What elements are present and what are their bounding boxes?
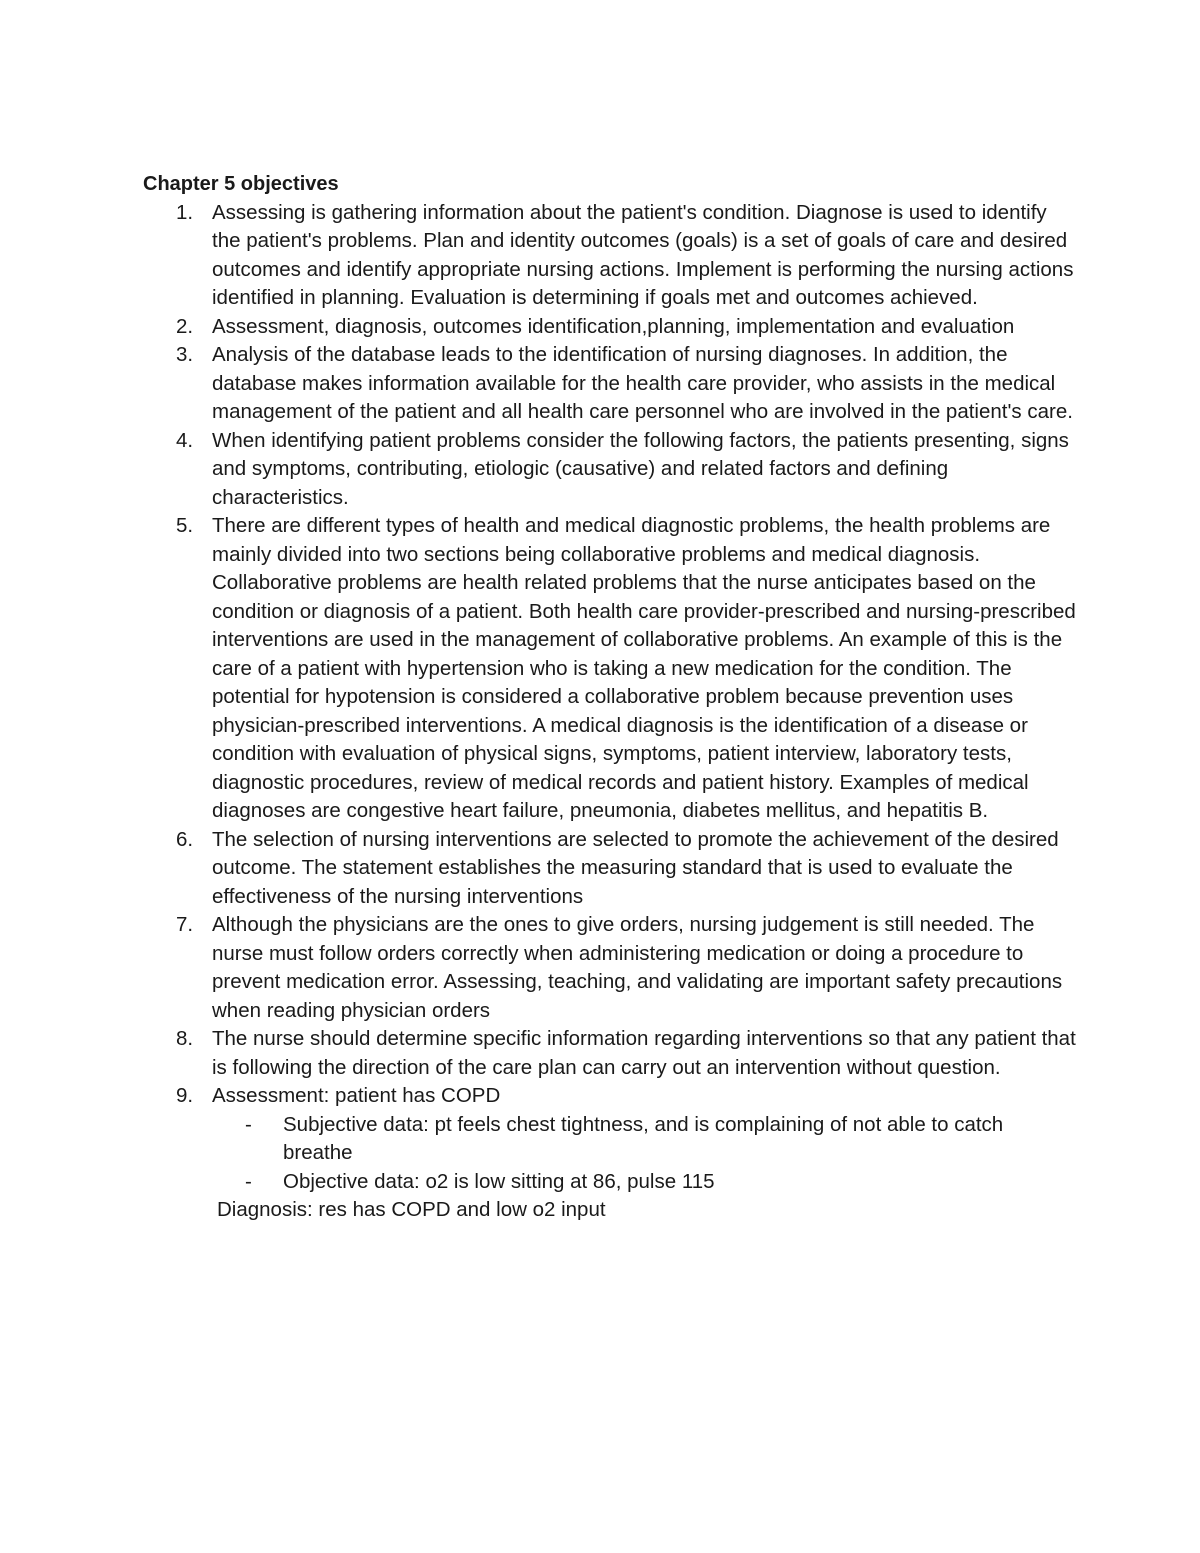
diagnosis-line: Diagnosis: res has COPD and low o2 input <box>217 1198 606 1221</box>
list-item-number: 3. <box>176 343 194 366</box>
objectives-list <box>143 199 1078 1111</box>
page-title: Chapter 5 objectives <box>143 173 339 195</box>
list-item-number: 2. <box>176 314 194 338</box>
sub-list-item-text: Subjective data: pt feels chest tightness, and is complaining of not able to catch breathe <box>283 1112 1004 1164</box>
list-item <box>143 1025 1078 1082</box>
list-item-text: Assessment, diagnosis, outcomes identification,planning, implementation and evaluation <box>212 314 1015 338</box>
list-item-text: Although the physicians are the ones to give orders, nursing judgement is still needed. The nurse must follow orders correctly when administering medication or doing a procedure to prevent medication error. Assessing, teaching, and validating are important safety precautions when reading physician orders <box>212 913 1063 1022</box>
list-item <box>143 341 1078 427</box>
list-item-number: 7. <box>176 913 194 936</box>
list-item <box>143 826 1078 912</box>
assessment-sublist <box>143 1111 1078 1197</box>
list-item-number: 4. <box>176 428 194 452</box>
sub-list-item-text: Objective data: o2 is low sitting at 86, pulse 115 <box>283 1169 715 1193</box>
list-item <box>143 427 1078 513</box>
document-content <box>143 170 1078 1225</box>
list-item <box>143 1082 1078 1111</box>
list-item <box>143 313 1078 342</box>
list-item <box>143 512 1078 826</box>
dash-bullet: - <box>245 1169 252 1193</box>
list-item-number: 1. <box>176 200 194 224</box>
dash-bullet: - <box>245 1112 252 1136</box>
list-item-number: 9. <box>176 1084 194 1107</box>
list-item-text: Analysis of the database leads to the identification of nursing diagnoses. In addition, the database makes information available for the health care provider, who assists in the medical management of the patient and all health care personnel who are involved in the patient's care. <box>212 343 1073 423</box>
list-item-text: When identifying patient problems consider the following factors, the patients presenting, signs and symptoms, contributing, etiologic (causative) and related factors and defining characteristics. <box>212 428 1069 509</box>
list-item-text: The selection of nursing interventions are selected to promote the achievement of the desired outcome. The statement establishes the measuring standard that is used to evaluate the effectiveness of the nursing interventions <box>212 827 1059 908</box>
list-item-text: Assessing is gathering information about the patient's condition. Diagnose is used to identify the patient's problems. Plan and identity outcomes (goals) is a set of goals of care and desired outcomes and identify appropriate nursing actions. Implement is performing the nursing actions identified in planning. Evaluation is determining if goals met and outcomes achieved. <box>212 200 1074 309</box>
list-item-text: There are different types of health and medical diagnostic problems, the health problems are mainly divided into two sections being collaborative problems and medical diagnosis. Collaborative problems are health related problems that the nurse anticipates based on the condition or diagnosis of a patient. Both health care provider-prescribed and nursing-prescribed interventions are used in the management of collaborative problems. An example of this is the care of a patient with hypertension who is taking a new medication for the condition. The potential for hypotension is considered a collaborative problem because prevention uses physician-prescribed interventions. A medical diagnosis is the identification of a disease or condition with evaluation of physical signs, symptoms, patient interview, laboratory tests, diagnostic procedures, review of medical records and patient history. Examples of medical diagnoses are congestive heart failure, pneumonia, diabetes mellitus, and hepatitis B. <box>212 514 1076 822</box>
list-item <box>143 199 1078 313</box>
list-item-number: 8. <box>176 1027 194 1050</box>
sub-list-item <box>143 1168 1078 1197</box>
list-item-text: Assessment: patient has COPD <box>212 1084 501 1107</box>
list-item-number: 5. <box>176 514 194 537</box>
list-item-number: 6. <box>176 827 194 851</box>
sub-list-item <box>143 1111 1078 1168</box>
list-item <box>143 911 1078 1025</box>
list-item-text: The nurse should determine specific information regarding interventions so that any patient that is following the direction of the care plan can carry out an intervention without question. <box>212 1027 1076 1079</box>
